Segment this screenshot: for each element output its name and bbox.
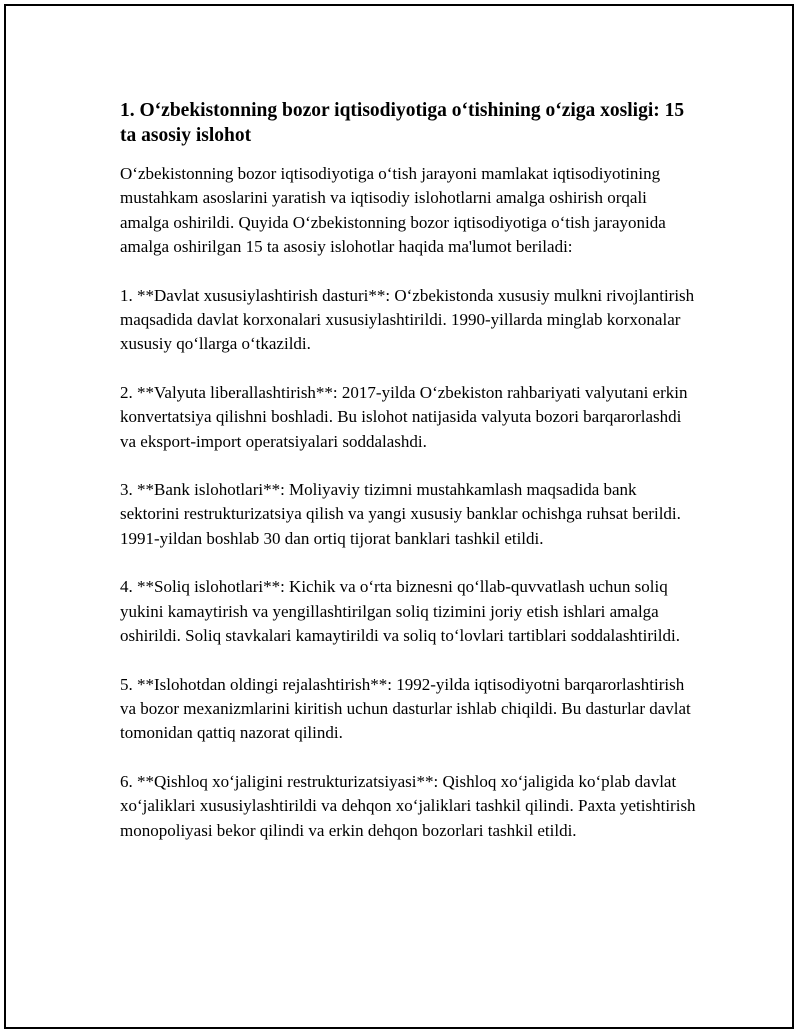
intro-paragraph: O‘zbekistonning bozor iqtisodiyotiga o‘tish jarayoni mamlakat iqtisodiyotining mustahkam asoslarini yaratish va iqtisodiy islohotlarni amalga oshirish orqali amalga oshirildi. Quyida O‘zbekistonning bozor iqtisodiyotiga o‘tish jarayonida amalga oshirilgan 15 ta asosiy islohotlar haqida ma'lumot beriladi:	[120, 164, 666, 257]
reform-item-5: 5. **Islohotdan oldingi rejalashtirish**: 1992-yilda iqtisodiyotni barqarorlashtirish va bozor mexanizmlarini kiritish uchun dasturlar ishlab chiqildi. Bu dasturlar davlat tomonidan qattiq nazorat qilindi.	[120, 674, 691, 743]
reform-item-4: 4. **Soliq islohotlari**: Kichik va o‘rta biznesni qo‘llab-quvvatlash uchun soliq yukini kamaytirish va yengillashtirilgan soliq tizimini joriy etish ishlari amalga oshirildi. Soliq stavkalari kamaytirildi va soliq to‘lovlari tartiblari soddalashtirildi.	[120, 577, 680, 646]
reform-item-6: 6. **Qishloq xo‘jaligini restrukturizatsiyasi**: Qishloq xo‘jaligida ko‘plab davlat xo‘jaliklari xususiylashtirildi va dehqon xo‘jaliklari tashkil qilindi. Paxta yetishtirish monopoliyasi bekor qilindi va erkin dehqon bozorlari tashkil etildi.	[120, 771, 696, 840]
reform-item-1: 1. **Davlat xususiylashtirish dasturi**: O‘zbekistonda xususiy mulkni rivojlantirish maqsadida davlat korxonalari xususiylashtirildi. 1990-yillarda minglab korxonalar xususiy qo‘llarga o‘tkazildi.	[120, 285, 695, 354]
document-title: 1. O‘zbekistonning bozor iqtisodiyotiga o‘tishining o‘ziga xosligi: 15 ta asosiy islohot	[120, 100, 685, 146]
reform-item-3: 3. **Bank islohotlari**: Moliyaviy tizimni mustahkamlash maqsadida bank sektorini restrukturizatsiya qilish va yangi xususiy banklar ochishga ruhsat berildi. 1991-yildan boshlab 30 dan ortiq tijorat banklari tashkil etildi.	[120, 480, 681, 548]
document-page	[4, 4, 794, 1029]
document-content	[120, 98, 700, 867]
reform-item-2: 2. **Valyuta liberallashtirish**: 2017-yilda O‘zbekiston rahbariyati valyutani erkin konvertatsiya qilishni boshladi. Bu islohot natijasida valyuta bozori barqarorlashdi va eksport-import operatsiyalari soddalashdi.	[120, 382, 688, 451]
